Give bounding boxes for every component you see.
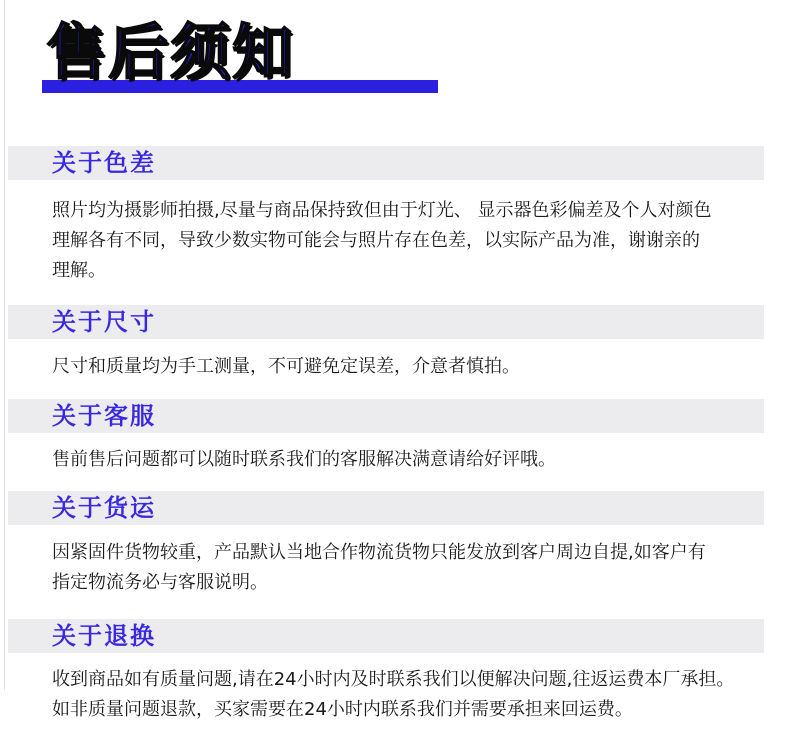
text-line: 理解各有不同，导致少数实物可能会与照片存在色差，以实际产品为准，谢谢亲的 <box>52 230 700 251</box>
section-color-difference-heading: 关于色差 <box>52 149 156 177</box>
section-service-text <box>52 445 772 475</box>
section-shipping-text <box>52 538 772 598</box>
section-color-difference-text <box>52 196 772 286</box>
section-service-heading: 关于客服 <box>52 402 156 430</box>
text-line: 售前售后问题都可以随时联系我们的客服解决满意请给好评哦。 <box>52 449 556 470</box>
text-line: 因紧固件货物较重，产品默认当地合作物流货物只能发放到客户周边自提,如客户有 <box>52 542 706 563</box>
text-line: 指定物流务必与客服说明。 <box>52 572 268 593</box>
text-line: 如非质量问题退款，买家需要在24小时内联系我们并需要承担来回运费。 <box>52 699 633 720</box>
section-returns-text <box>52 665 772 725</box>
text-line: 尺寸和质量均为手工测量，不可避免定误差，介意者慎拍。 <box>52 356 520 377</box>
section-shipping-heading: 关于货运 <box>52 494 156 522</box>
text-line: 收到商品如有质量问题,请在24小时内及时联系我们以便解决问题,往返运费本厂承担。 <box>52 669 735 690</box>
text-line: 照片均为摄影师拍摄,尽量与商品保持致但由于灯光、 显示器色彩偏差及个人对颜色 <box>52 200 712 221</box>
text-line: 理解。 <box>52 260 106 281</box>
page-edge-line <box>4 0 5 690</box>
section-size-text <box>52 352 772 382</box>
section-returns-heading: 关于退换 <box>52 622 156 650</box>
section-size-heading: 关于尺寸 <box>52 308 156 336</box>
page-title: 售后须知 <box>46 18 294 88</box>
page-header <box>42 14 438 94</box>
